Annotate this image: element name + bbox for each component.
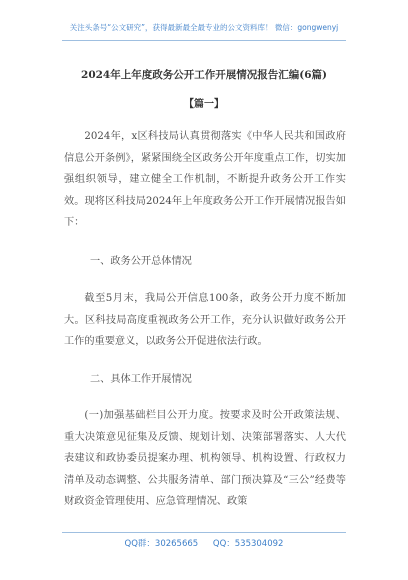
footer-qq: QQ：535304092 [212, 539, 284, 549]
footer-contacts [0, 537, 408, 549]
section-tag: 【篇一】 [184, 99, 224, 110]
footer-divider [62, 532, 346, 533]
document-title: 2024年上年度政务公开工作开展情况报告汇编(6篇) [81, 69, 327, 81]
header-notice-text: 关注头条号“公文研究”，获得最新最全最专业的公文资料库！ 微信：gongwenyj [69, 23, 339, 32]
paragraph-overview: 截至5月末，我局公开信息100条，政务公开力度不断加大。区科技局高度重视政务公开工作，充分认识做好政务公开工作的重要意义，以政务公开促进依法行政。 [64, 293, 346, 347]
heading-details: 二、具体工作开展情况 [90, 374, 192, 385]
paragraph-details: (一)加强基础栏目公开力度。按要求及时公开政策法规、重大决策意见征集及反馈、规划计划、决策部署落实、人大代表建议和政协委员提案办理、机构领导、机构设置、行政权力清单及动态调整、公共服务清单、部门预决算及“三公”经费等财政资金管理使用、应急管理情况、政策 [64, 410, 346, 507]
header-notice [0, 22, 408, 33]
header-divider [62, 40, 346, 41]
heading-overview: 一、政务公开总体情况 [90, 256, 192, 267]
paragraph-intro: 2024年，x区科技局认真贯彻落实《中华人民共和国政府信息公开条例》，紧紧围绕全区政务公开年度重点工作，切实加强组织领导，建立健全工作机制，不断提升政务公开工作实效。现将区科技局2024年上年度政务公开工作开展情况报告如下： [64, 131, 346, 228]
footer-qq-group: QQ群：30265665 [124, 539, 199, 549]
